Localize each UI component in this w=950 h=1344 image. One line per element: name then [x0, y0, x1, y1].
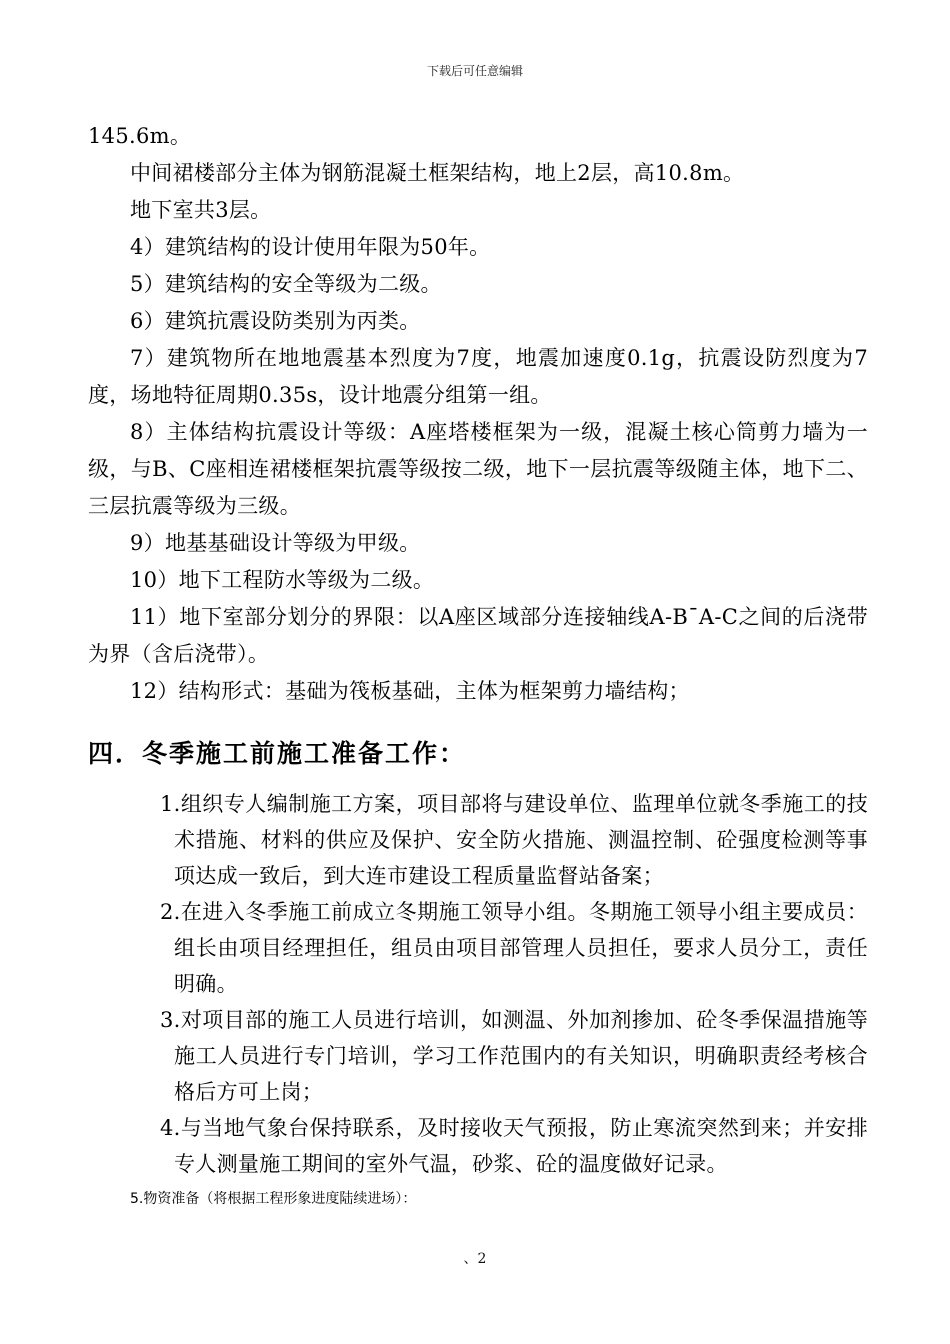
- paragraph-structure-form: 12）结构形式：基础为筏板基础，主体为框架剪力墙结构；: [130, 679, 690, 703]
- paragraph-service-life: 4）建筑结构的设计使用年限为50年。: [130, 235, 491, 259]
- section-heading: 四．冬季施工前施工准备工作：: [88, 739, 467, 768]
- paragraph-seismic-intensity: 7）建筑物所在地地震基本烈度为7度，地震加速度0.1g，抗震设防烈度为7度，场地特征周期0.35s，设计地震分组第一组。: [88, 346, 868, 407]
- list-item: 3.对项目部的施工人员进行培训，如测温、外加剂掺加、砼冬季保温措施等施工人员进行专门培训，学习工作范围内的有关知识，明确职责经考核合格后方可上岗；: [160, 1008, 868, 1104]
- preparation-list: [88, 786, 868, 1182]
- page-body: [88, 118, 868, 1212]
- paragraph-height: 145.6m。: [88, 124, 192, 148]
- page-header: 下载后可任意编辑: [426, 64, 523, 78]
- paragraph-basement: 地下室共3层。: [130, 198, 272, 222]
- paragraph-seismic-category: 6）建筑抗震设防类别为丙类。: [130, 309, 421, 333]
- paragraph-basement-boundary: 11）地下室部分划分的界限：以A座区域部分连接轴线A-B¯A-C之间的后浇带为界（含后浇带）。: [88, 605, 868, 666]
- paragraph-seismic-grade: 8）主体结构抗震设计等级：A座塔楼框架为一级，混凝土核心筒剪力墙为一级，与B、C座相连裙楼框架抗震等级按二级，地下一层抗震等级随主体，地下二、三层抗震等级为三级。: [88, 420, 868, 518]
- paragraph-foundation-grade: 9）地基基础设计等级为甲级。: [130, 531, 421, 555]
- list-item: 1.组织专人编制施工方案，项目部将与建设单位、监理单位就冬季施工的技术措施、材料的供应及保护、安全防火措施、测温控制、砼强度检测等事项达成一致后，到大连市建设工程质量监督站备案；: [160, 792, 868, 888]
- paragraph-podium: 中间裙楼部分主体为钢筋混凝土框架结构，地上2层，高10.8m。: [130, 161, 745, 185]
- paragraph-safety-grade: 5）建筑结构的安全等级为二级。: [130, 272, 442, 296]
- material-preparation-line: 5.物资准备（将根据工程形象进度陆续进场）：: [130, 1191, 417, 1207]
- list-item: 2.在进入冬季施工前成立冬期施工领导小组。冬期施工领导小组主要成员：组长由项目经理担任，组员由项目部管理人员担任，要求人员分工，责任明确。: [160, 900, 868, 996]
- list-item: 4.与当地气象台保持联系，及时接收天气预报，防止寒流突然到来；并安排专人测量施工期间的室外气温，砂浆、砼的温度做好记录。: [160, 1116, 868, 1176]
- page-number: 、2: [463, 1251, 487, 1267]
- paragraph-waterproof-grade: 10）地下工程防水等级为二级。: [130, 568, 435, 592]
